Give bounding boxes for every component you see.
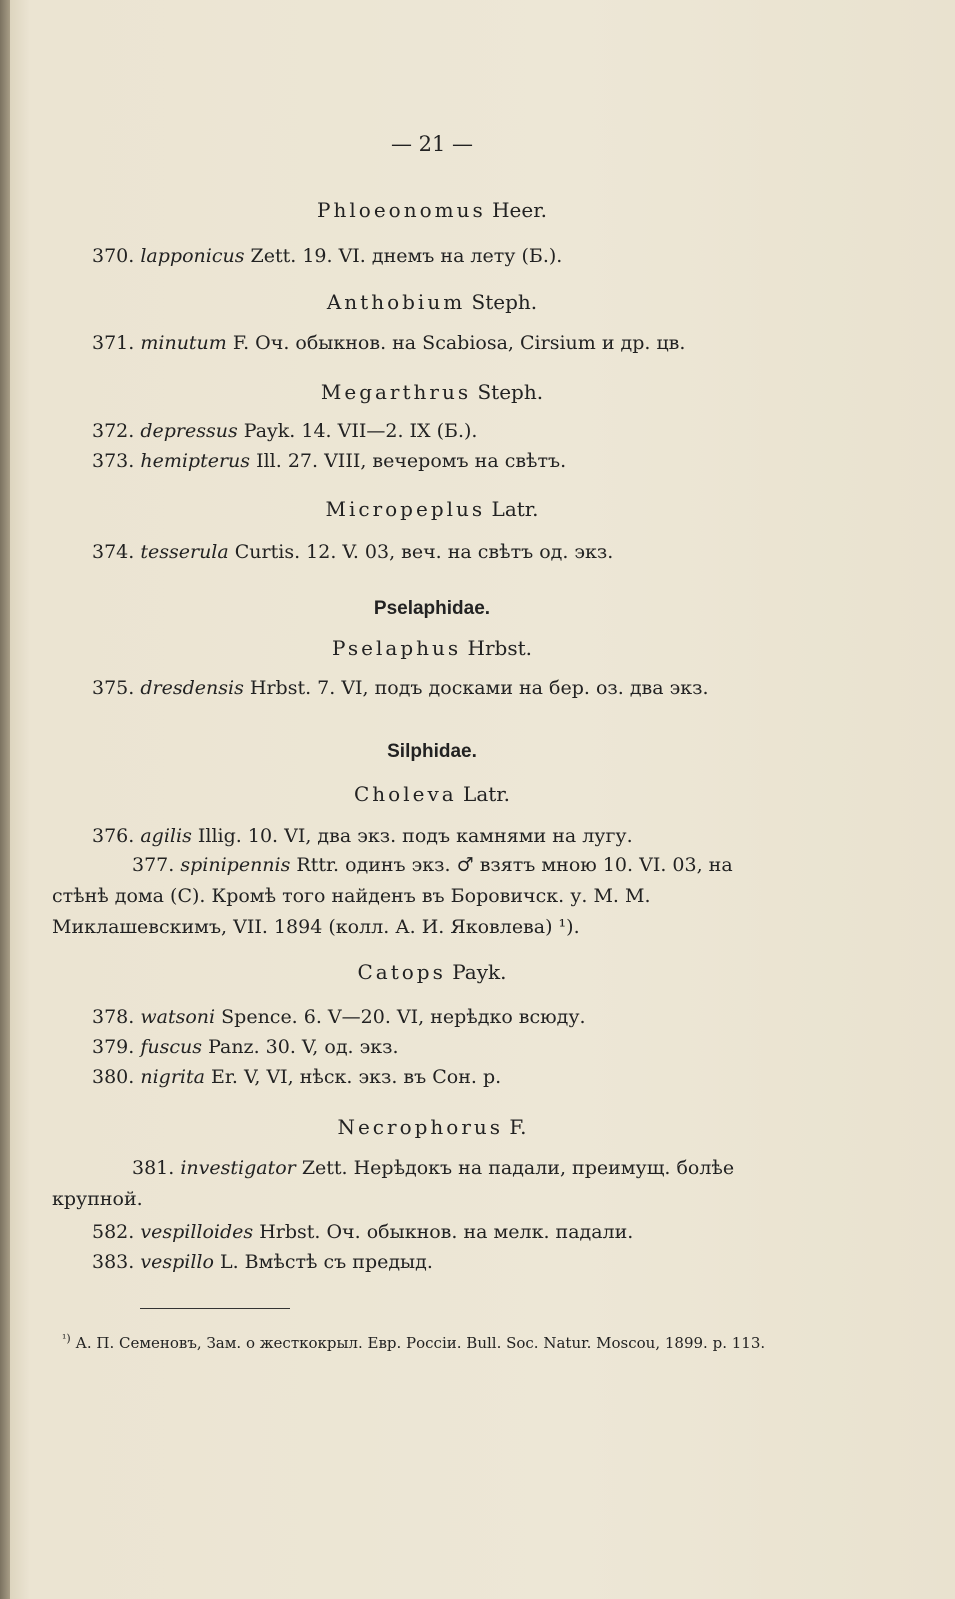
family-heading: Silphidae. — [387, 741, 477, 762]
entry-text: Zett. Нерѣдокъ на падали, преимущ. болѣе крупной. — [52, 1157, 735, 1210]
entry-text: Panz. 30. V, од. экз. — [208, 1036, 399, 1058]
footnote-text: А. П. Семеновъ, Зам. о жесткокрыл. Евр. Россiи. Bull. Soc. Natur. Moscou, 1899. p. 113. — [75, 1334, 766, 1352]
genus-author: Steph. — [477, 380, 544, 404]
species-entry — [52, 850, 772, 943]
species-name: hemipterus — [140, 450, 251, 472]
species-name: tesserula — [140, 541, 229, 563]
genus-heading — [92, 290, 772, 314]
entry-number: 379. — [92, 1036, 135, 1058]
entry-number: 378. — [92, 1006, 135, 1028]
genus-name: Megarthrus — [320, 380, 472, 404]
species-name: vespillo — [140, 1251, 214, 1273]
entry-number: 582. — [92, 1221, 135, 1243]
genus-heading — [92, 1115, 772, 1139]
species-name: agilis — [140, 825, 192, 847]
species-entry — [92, 1251, 772, 1273]
footnote — [62, 1325, 782, 1357]
genus-author: Latr. — [491, 497, 539, 521]
entry-text: Rttr. одинъ экз. ♂ взятъ мною 10. VI. 03, на стѣнѣ дома (С). Кромѣ того найденъ въ Боровичск. у. М. М. Миклашевскимъ, VII. 1894 (колл. А. И. Яковлева) ¹). — [52, 854, 733, 938]
entry-number: 381. — [132, 1157, 175, 1179]
genus-heading — [92, 782, 772, 806]
species-entry — [92, 541, 772, 563]
entry-text: Hrbst. 7. VI, подъ досками на бер. оз. два экз. — [249, 677, 709, 699]
species-name: investigator — [180, 1157, 296, 1179]
species-entry — [92, 332, 772, 354]
entry-text: Illig. 10. VI, два экз. подъ камнями на лугу. — [197, 825, 633, 847]
genus-author: Heer. — [492, 198, 547, 222]
species-name: spinipennis — [180, 854, 291, 876]
entry-number: 370. — [92, 245, 135, 267]
species-entry — [92, 450, 772, 472]
entry-number: 373. — [92, 450, 135, 472]
species-entry — [92, 1006, 772, 1028]
binding-edge — [0, 0, 10, 1599]
entry-number: 375. — [92, 677, 135, 699]
genus-heading — [92, 497, 772, 521]
entry-number: 383. — [92, 1251, 135, 1273]
entry-text: L. Вмѣстѣ съ предыд. — [219, 1251, 433, 1273]
genus-author: Latr. — [463, 782, 510, 806]
species-name: depressus — [140, 420, 238, 442]
genus-name: Pselaphus — [332, 636, 462, 660]
species-name: watsoni — [140, 1006, 216, 1028]
species-entry — [92, 245, 772, 267]
entry-text: Ill. 27. VIII, вечеромъ на свѣтъ. — [256, 450, 567, 472]
genus-heading — [92, 380, 772, 404]
species-entry — [92, 1066, 772, 1088]
species-entry — [92, 825, 772, 847]
genus-name: Catops — [357, 960, 446, 984]
genus-name: Micropeplus — [325, 497, 486, 521]
genus-author: Hrbst. — [467, 636, 532, 660]
species-name: fuscus — [140, 1036, 203, 1058]
genus-heading — [92, 198, 772, 222]
entry-text: Spence. 6. V—20. VI, нерѣдко всюду. — [221, 1006, 586, 1028]
species-entry — [92, 677, 772, 699]
footnote-mark: ¹) — [62, 1332, 71, 1345]
page-number: — 21 — — [390, 132, 474, 156]
species-entry — [92, 1036, 772, 1058]
genus-author: F. — [509, 1115, 527, 1139]
footnote-divider — [140, 1308, 290, 1309]
family-heading: Pselaphidae. — [373, 598, 491, 619]
entry-text: Zett. 19. VI. днемъ на лету (Б.). — [250, 245, 563, 267]
species-name: vespilloides — [140, 1221, 254, 1243]
genus-author: Steph. — [471, 290, 538, 314]
genus-name: Necrophorus — [337, 1115, 504, 1139]
species-name: nigrita — [140, 1066, 205, 1088]
genus-author: Payk. — [452, 960, 507, 984]
entry-text: Er. V, VI, нѣск. экз. въ Сон. р. — [211, 1066, 502, 1088]
entry-text: Payk. 14. VII—2. IX (Б.). — [243, 420, 478, 442]
species-entry — [92, 1221, 772, 1243]
entry-number: 371. — [92, 332, 135, 354]
species-name: dresdensis — [140, 677, 244, 699]
entry-number: 372. — [92, 420, 135, 442]
species-entry — [92, 420, 772, 442]
genus-heading — [92, 960, 772, 984]
entry-text: F. Оч. обыкнов. на Scabiosa, Cirsium и др. цв. — [232, 332, 686, 354]
species-name: lapponicus — [140, 245, 245, 267]
genus-name: Anthobium — [326, 290, 466, 314]
genus-name: Phloeonomus — [317, 198, 486, 222]
entry-number: 380. — [92, 1066, 135, 1088]
species-name: minutum — [140, 332, 227, 354]
entry-number: 376. — [92, 825, 135, 847]
genus-name: Choleva — [353, 782, 457, 806]
genus-heading — [92, 636, 772, 660]
entry-text: Hrbst. Оч. обыкнов. на мелк. падали. — [259, 1221, 634, 1243]
entry-number: 374. — [92, 541, 135, 563]
entry-number: 377. — [132, 854, 175, 876]
entry-text: Curtis. 12. V. 03, веч. на свѣтъ од. экз. — [234, 541, 614, 563]
species-entry — [52, 1153, 772, 1215]
